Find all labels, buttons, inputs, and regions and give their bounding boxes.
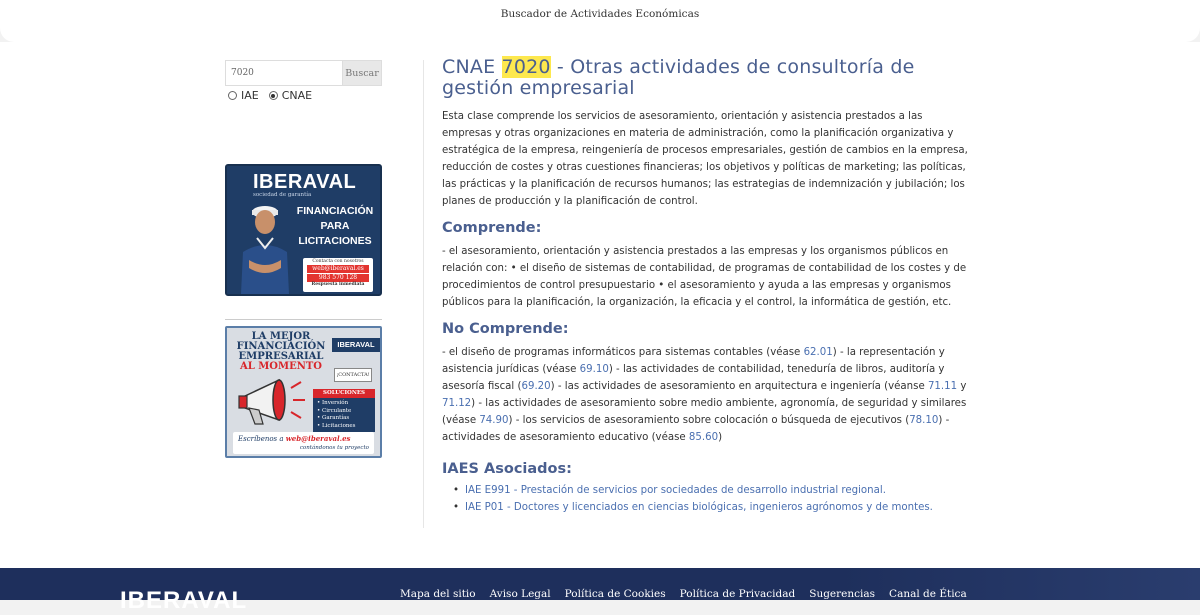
nc-text: ) - actividades de asesoramiento educativo (véase [442,415,950,443]
radio-iae-label[interactable]: IAE [241,89,259,102]
cnae-link[interactable]: 78.10 [909,415,939,426]
megaphone-icon [235,374,311,430]
ad2-headline-line: LA MEJOR [251,331,311,342]
top-bar [0,0,1200,42]
page-content [0,42,1200,568]
ad2-footer [233,432,374,454]
iae-link[interactable]: IAE E991 - Prestación de servicios por sociedades de desarrollo industrial regional. [465,485,886,496]
search-type-radios [225,89,382,102]
footer-link-suggestions[interactable]: Sugerencias [809,588,876,600]
ad-headline [289,204,381,249]
title-prefix: CNAE [442,56,502,78]
ad-banner-licitaciones[interactable] [225,164,382,296]
nc-text: y [957,381,967,392]
footer-link-ethics[interactable]: Canal de Ética [889,588,967,600]
ad2-contact-button[interactable]: ¡CONTACTA! [334,368,372,382]
search-input[interactable] [225,60,342,86]
ad2-footer-email: web@iberaval.es [285,434,351,443]
nc-text: ) [718,432,723,443]
iaes-heading: IAES Asociados: [442,461,572,477]
list-item [453,483,972,500]
iae-link[interactable]: IAE P01 - Doctores y licenciados en ciencias biológicas, ingenieros agrónomos y de montes. [465,501,933,513]
ad-headline-line: FINANCIACIÓN [296,205,374,217]
cnae-link[interactable]: 71.12 [442,398,472,409]
footer-logo[interactable]: IBERAVAL [120,587,248,614]
footer-link-legal[interactable]: Aviso Legal [489,588,551,600]
ad2-headline-line: FINANCIACIÓN [236,341,326,352]
radio-cnae-label[interactable]: CNAE [281,89,313,102]
worker-illustration [235,194,295,294]
ad2-solutions-title: SOLUCIONES [313,389,375,398]
column-divider [423,60,424,528]
search-form [225,60,382,86]
ad-banner-financiacion[interactable] [225,326,382,458]
ad2-solution-item: • Licitaciones [317,422,356,429]
ad-contact-box [303,258,373,292]
footer-link-sitemap[interactable]: Mapa del sitio [400,588,476,600]
title-rest: - Otras actividades de consultoría de gestión empresarial [442,56,915,99]
page-title [442,57,972,99]
comprende-heading: Comprende: [442,220,542,236]
nc-text: - el diseño de programas informáticos para sistemas contables (véase [442,347,804,358]
nc-text: ) - los servicios de asesoramiento sobre colocación o búsqueda de ejecutivos ( [508,415,910,426]
cnae-link[interactable]: 69.10 [579,364,609,375]
ad-contact-label: Contacta con nosotros [312,259,364,264]
cnae-link[interactable]: 62.01 [803,347,833,358]
radio-cnae[interactable] [269,91,278,100]
cnae-link[interactable]: 74.90 [479,415,509,426]
sidebar [225,60,382,451]
activity-description: Esta clase comprende los servicios de asesoramiento, orientación y asistencia prestados a las empresas y otras organizaciones en materia de administración, como la planificación organizativa y estratégica de la empresa, reingeniería de procesos empresariales, gestión de cambios en la empresa, reducción de costes y otras cuestiones financieras; los objetivos y políticas de marketing; las políticas, las prácticas y la planificación de recursos humanos; las estrategias de indemnización y jubilación; los planes de producción y la planificación de control. [442,111,968,207]
footer-links [400,588,967,600]
ad-tagline: sociedad de garantía [253,192,312,198]
ad-phone: 983 570 128 [307,274,369,282]
ad2-solutions-box [313,389,375,432]
nc-text: ) - las actividades de contabilidad, teneduría de libros, auditoría y asesoría fiscal ( [442,364,945,392]
site-footer [0,568,1200,614]
no-comprende-heading: No Comprende: [442,321,569,337]
ad-note: Respuesta inmediata [311,282,365,287]
ad2-headline [233,332,329,372]
radio-iae[interactable] [228,91,237,100]
ad2-brand-logo: IBERAVAL [332,338,380,352]
ad-email: web@iberaval.es [307,265,369,273]
comprende-text: - el asesoramiento, orientación y asistencia prestados a las empresas y los organismos públicos en relación con: • el diseño de sistemas de contabilidad, de programas de contabilidad de los costes y de procedimientos de control presupuestario • el asesoramiento y ayuda a las empresas y organismos públicos para la planificación, la organización, la eficacia y el control, la informática de gestión, etc. [442,246,967,308]
main-content [442,57,972,516]
ad2-headline-line: EMPRESARIAL [238,351,324,362]
ad2-headline-accent: AL MOMENTO [239,361,323,372]
nc-text: ) - las actividades de asesoramiento sobre medio ambiente, agronomía, de seguridad y similares (véase [442,398,967,426]
search-button[interactable]: Buscar [342,60,382,86]
ad2-footer-prefix: Escríbenos a [238,435,286,443]
site-title: Buscador de Actividades Económicas [500,8,700,20]
ad2-solution-item: • Circulante [317,407,352,414]
ad2-solution-item: • Garantías [317,415,350,421]
no-comprende-text [442,344,972,446]
ad2-solution-item: • Inversión [317,400,349,406]
cnae-link[interactable]: 85.60 [688,432,719,443]
ad-headline-line: LICITACIONES [298,235,372,247]
ad2-footer-small: contándonos tu proyecto [299,445,369,451]
nc-text: ) - las actividades de asesoramiento en arquitectura e ingeniería (véanse [550,381,928,392]
footer-link-cookies[interactable]: Política de Cookies [564,588,666,600]
ad-brand-logo: IBERAVAL [253,171,357,193]
title-code-highlight: 7020 [501,56,551,78]
cnae-link[interactable]: 71.11 [927,381,958,392]
iaes-list [453,483,972,516]
nc-text: ) - la representación y asistencia jurídicas (véase [442,347,945,375]
footer-link-privacy[interactable]: Política de Privacidad [679,588,796,600]
ad-headline-line: PARA [320,220,350,232]
list-item [453,500,972,517]
cnae-link[interactable]: 69.20 [521,381,551,392]
sidebar-divider [225,319,382,320]
